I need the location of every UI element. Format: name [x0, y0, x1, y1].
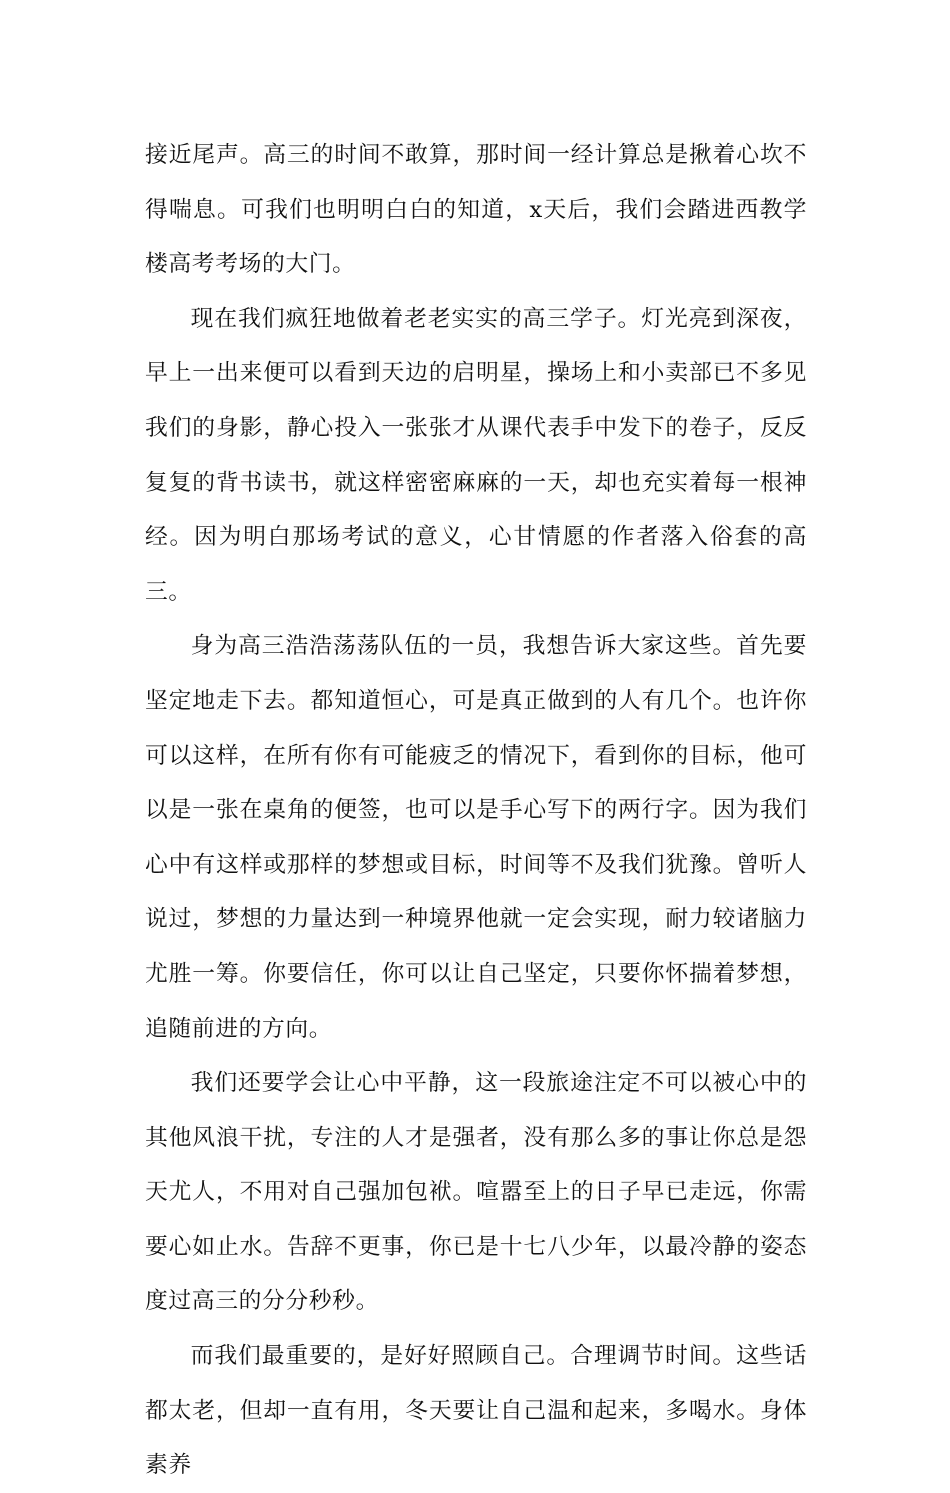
- paragraph-5: 而我们最重要的，是好好照顾自己。合理调节时间。这些话都太老，但却一直有用，冬天要让自己温和起来，多喝水。身体素养: [145, 1343, 807, 1479]
- document-body: [145, 128, 807, 1493]
- paragraph-4: 我们还要学会让心中平静，这一段旅途注定不可以被心中的其他风浪干扰，专注的人才是强者，没有那么多的事让你总是怨天尤人，不用对自己强加包袱。喧嚣至上的日子早已走远，你需要心如止水。告辞不更事，你已是十七八少年，以最冷静的姿态度过高三的分分秒秒。: [145, 1070, 807, 1315]
- paragraph-3: 身为高三浩浩荡荡队伍的一员，我想告诉大家这些。首先要坚定地走下去。都知道恒心，可是真正做到的人有几个。也许你可以这样，在所有你有可能疲乏的情况下，看到你的目标，他可以是一张在桌角的便签，也可以是手心写下的两行字。因为我们心中有这样或那样的梦想或目标，时间等不及我们犹豫。曾听人说过，梦想的力量达到一种境界他就一定会实现，耐力较诸脑力尤胜一筹。你要信任，你可以让自己坚定，只要你怀揣着梦想，追随前进的方向。: [145, 633, 807, 1042]
- paragraph-2: 现在我们疯狂地做着老老实实的高三学子。灯光亮到深夜，早上一出来便可以看到天边的启明星，操场上和小卖部已不多见我们的身影，静心投入一张张才从课代表手中发下的卷子，反反复复的背书读书，就这样密密麻麻的一天，却也充实着每一根神经。因为明白那场考试的意义，心甘情愿的作者落入俗套的高三。: [145, 305, 807, 605]
- paragraph-1: 接近尾声。高三的时间不敢算，那时间一经计算总是揪着心坎不得喘息。可我们也明明白白的知道，x天后，我们会踏进西教学楼高考考场的大门。: [145, 142, 807, 278]
